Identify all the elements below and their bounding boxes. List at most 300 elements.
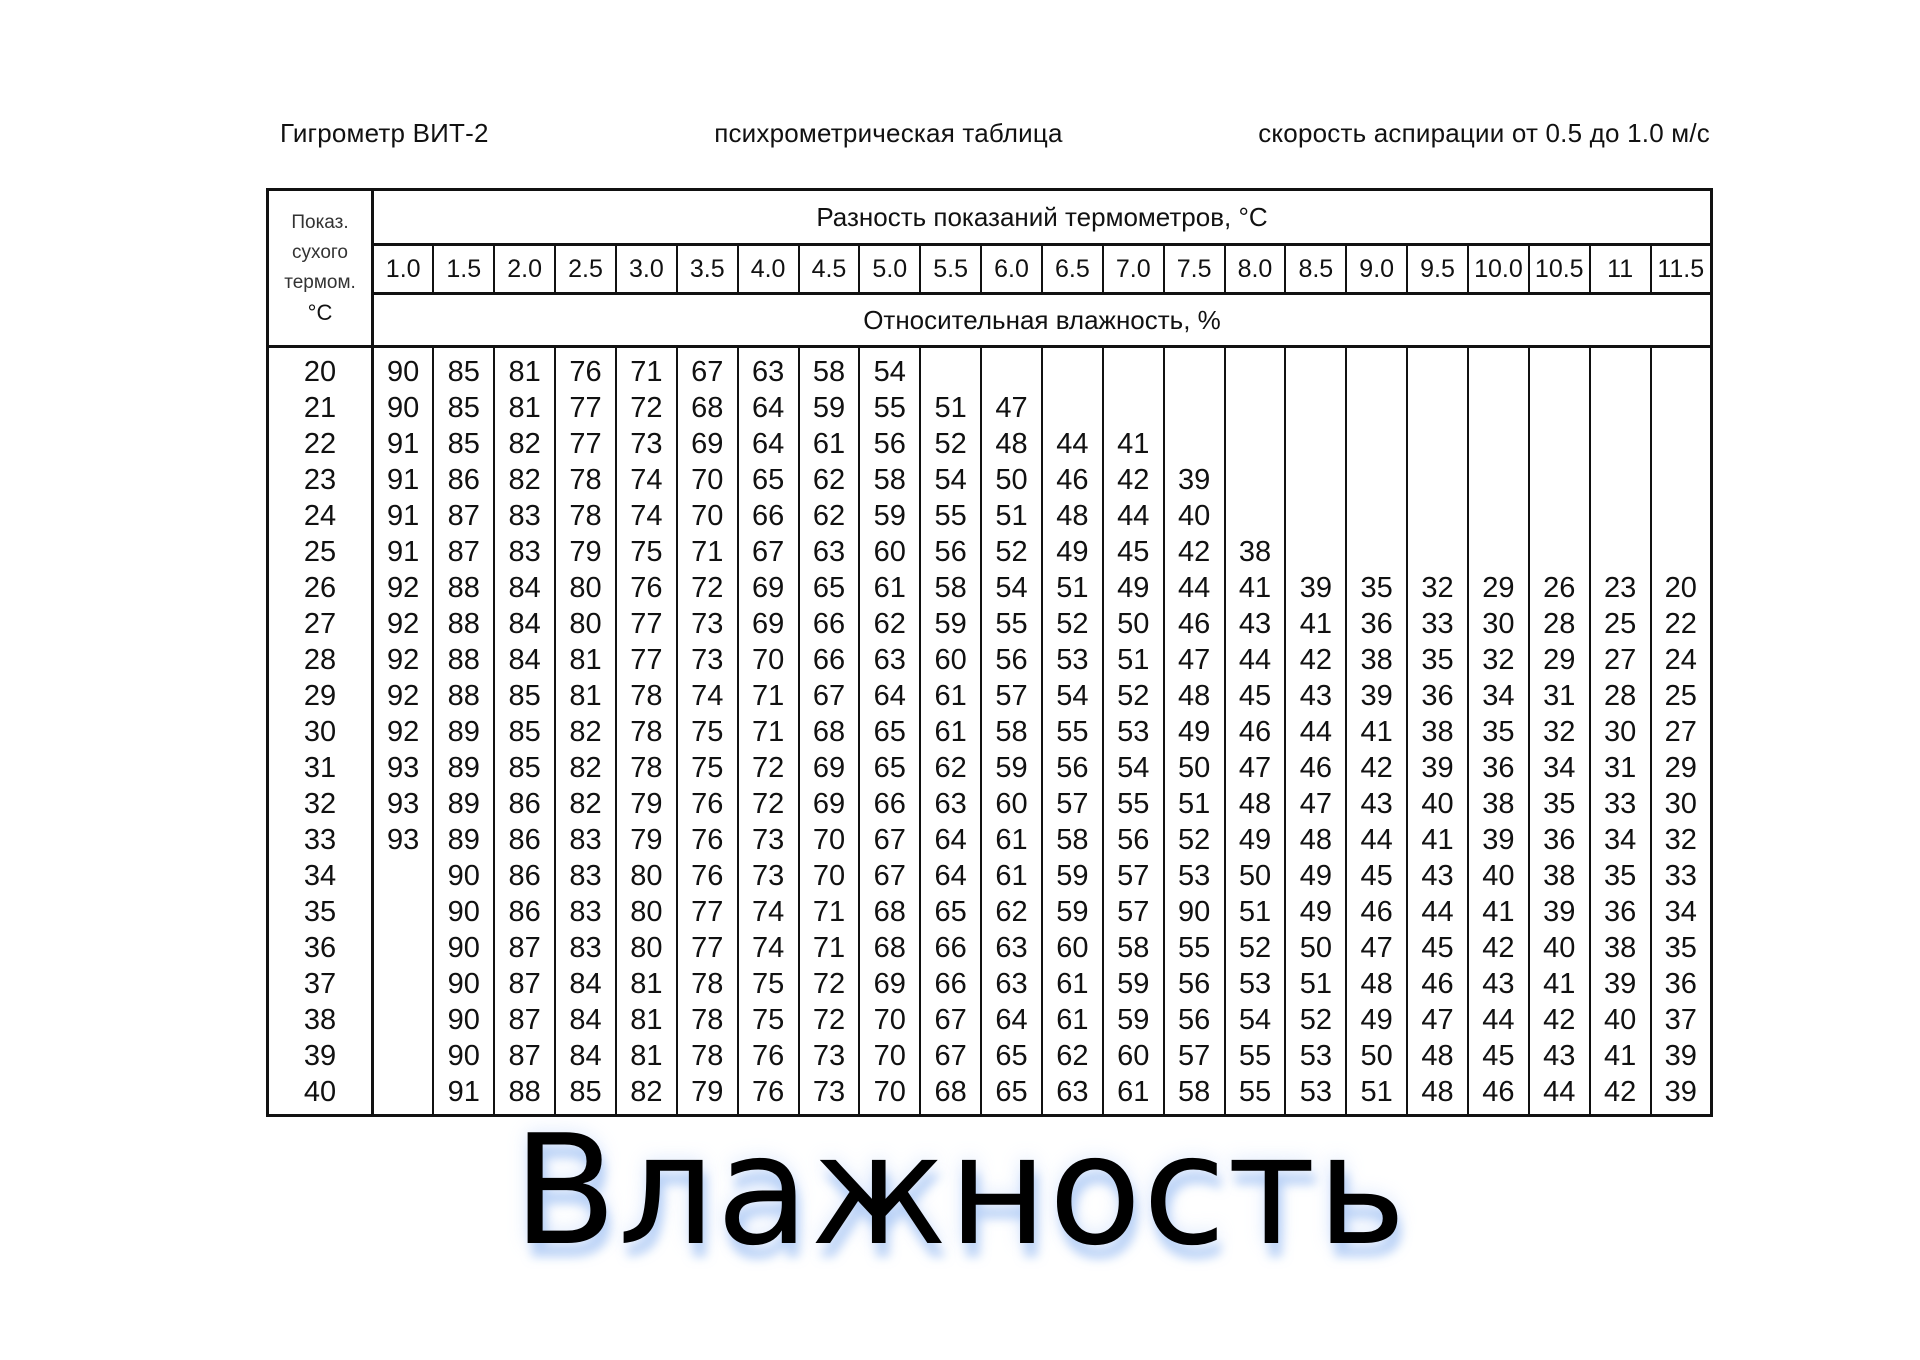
humidity-cell: 75 (677, 714, 738, 750)
humidity-cell (373, 1002, 434, 1038)
humidity-cell (373, 858, 434, 894)
humidity-cell: 38 (1529, 858, 1590, 894)
humidity-cell: 52 (1225, 930, 1286, 966)
humidity-cell: 90 (1164, 894, 1225, 930)
humidity-cell: 39 (1407, 750, 1468, 786)
humidity-cell: 61 (920, 714, 981, 750)
humidity-cell: 91 (373, 462, 434, 498)
humidity-cell: 49 (1285, 858, 1346, 894)
dry-temperature-cell: 34 (268, 858, 373, 894)
table-row (268, 347, 1712, 391)
humidity-cell: 54 (1225, 1002, 1286, 1038)
humidity-cell: 31 (1590, 750, 1651, 786)
humidity-cell: 34 (1468, 678, 1529, 714)
table-title: психрометрическая таблица (714, 118, 1063, 148)
humidity-cell: 68 (677, 390, 738, 426)
table-row (268, 750, 1712, 786)
humidity-cell: 44 (1346, 822, 1407, 858)
humidity-cell (1529, 498, 1590, 534)
humidity-cell: 41 (1225, 570, 1286, 606)
humidity-cell: 76 (677, 822, 738, 858)
humidity-cell: 47 (1164, 642, 1225, 678)
humidity-cell: 91 (373, 426, 434, 462)
humidity-cell: 71 (738, 714, 799, 750)
humidity-cell: 86 (494, 786, 555, 822)
humidity-cell (1407, 347, 1468, 391)
humidity-cell (1407, 534, 1468, 570)
table-row (268, 930, 1712, 966)
humidity-cell: 51 (1042, 570, 1103, 606)
humidity-cell: 75 (677, 750, 738, 786)
humidity-cell: 50 (1346, 1038, 1407, 1074)
humidity-cell: 34 (1651, 894, 1712, 930)
humidity-cell: 51 (1225, 894, 1286, 930)
difference-values-row (268, 245, 1712, 294)
humidity-cell: 88 (433, 678, 494, 714)
humidity-cell: 41 (1590, 1038, 1651, 1074)
humidity-cell: 41 (1529, 966, 1590, 1002)
humidity-cell: 90 (433, 930, 494, 966)
humidity-cell: 30 (1651, 786, 1712, 822)
humidity-cell: 78 (555, 498, 616, 534)
corner-line: термом. (284, 272, 356, 293)
table-row (268, 462, 1712, 498)
humidity-cell: 43 (1407, 858, 1468, 894)
humidity-cell: 51 (1346, 1074, 1407, 1116)
humidity-cell: 56 (920, 534, 981, 570)
corner-unit: °С (307, 300, 333, 325)
table-body (268, 347, 1712, 1116)
humidity-cell: 83 (555, 930, 616, 966)
humidity-cell: 92 (373, 606, 434, 642)
humidity-cell (1651, 390, 1712, 426)
humidity-cell: 55 (859, 390, 920, 426)
humidity-cell: 46 (1346, 894, 1407, 930)
humidity-cell: 83 (494, 498, 555, 534)
humidity-cell: 43 (1225, 606, 1286, 642)
humidity-cell: 41 (1103, 426, 1164, 462)
humidity-cell: 38 (1590, 930, 1651, 966)
humidity-cell: 48 (1225, 786, 1286, 822)
table-row (268, 966, 1712, 1002)
difference-value: 8.0 (1225, 245, 1286, 294)
humidity-cell: 48 (981, 426, 1042, 462)
humidity-cell: 90 (433, 1038, 494, 1074)
humidity-cell (1468, 498, 1529, 534)
humidity-cell: 67 (920, 1038, 981, 1074)
humidity-cell: 80 (616, 858, 677, 894)
humidity-cell: 53 (1225, 966, 1286, 1002)
humidity-cell: 43 (1529, 1038, 1590, 1074)
table-header-line (280, 118, 1710, 149)
humidity-cell: 39 (1529, 894, 1590, 930)
humidity-cell: 87 (494, 930, 555, 966)
humidity-cell: 58 (799, 347, 860, 391)
humidity-cell: 71 (799, 894, 860, 930)
humidity-cell: 31 (1529, 678, 1590, 714)
humidity-cell: 62 (1042, 1038, 1103, 1074)
humidity-cell (1407, 462, 1468, 498)
humidity-cell: 56 (1164, 966, 1225, 1002)
humidity-cell (1590, 426, 1651, 462)
humidity-cell: 45 (1225, 678, 1286, 714)
humidity-cell: 70 (677, 462, 738, 498)
humidity-cell: 55 (1164, 930, 1225, 966)
humidity-cell (1346, 462, 1407, 498)
humidity-cell: 71 (616, 347, 677, 391)
humidity-cell: 76 (555, 347, 616, 391)
humidity-cell: 43 (1285, 678, 1346, 714)
humidity-cell: 78 (616, 750, 677, 786)
humidity-cell: 58 (1164, 1074, 1225, 1116)
humidity-cell (1529, 534, 1590, 570)
humidity-cell: 42 (1529, 1002, 1590, 1038)
humidity-cell: 70 (799, 822, 860, 858)
humidity-cell (1346, 498, 1407, 534)
humidity-cell: 52 (920, 426, 981, 462)
humidity-cell: 36 (1529, 822, 1590, 858)
humidity-cell: 68 (859, 894, 920, 930)
humidity-cell: 48 (1346, 966, 1407, 1002)
humidity-cell: 38 (1346, 642, 1407, 678)
humidity-cell: 39 (1590, 966, 1651, 1002)
dry-temperature-cell: 21 (268, 390, 373, 426)
humidity-cell: 85 (433, 347, 494, 391)
humidity-cell: 49 (1164, 714, 1225, 750)
humidity-cell (1285, 426, 1346, 462)
humidity-cell: 35 (1529, 786, 1590, 822)
humidity-cell: 84 (494, 606, 555, 642)
humidity-cell: 81 (494, 347, 555, 391)
humidity-cell: 55 (1042, 714, 1103, 750)
humidity-cell: 36 (1651, 966, 1712, 1002)
table-row (268, 534, 1712, 570)
humidity-cell: 83 (555, 822, 616, 858)
humidity-cell: 93 (373, 750, 434, 786)
humidity-cell: 39 (1285, 570, 1346, 606)
table-row (268, 1038, 1712, 1074)
humidity-cell: 27 (1651, 714, 1712, 750)
humidity-cell: 39 (1468, 822, 1529, 858)
humidity-cell: 42 (1285, 642, 1346, 678)
humidity-cell: 81 (616, 1002, 677, 1038)
humidity-cell: 88 (433, 570, 494, 606)
humidity-cell (981, 347, 1042, 391)
humidity-cell: 59 (1103, 966, 1164, 1002)
humidity-cell: 80 (616, 894, 677, 930)
table-row (268, 570, 1712, 606)
humidity-cell: 69 (677, 426, 738, 462)
humidity-cell: 44 (1103, 498, 1164, 534)
humidity-cell (1225, 498, 1286, 534)
dry-temperature-cell: 22 (268, 426, 373, 462)
humidity-cell: 56 (1103, 822, 1164, 858)
humidity-cell: 56 (1164, 1002, 1225, 1038)
humidity-cell: 87 (494, 966, 555, 1002)
humidity-cell: 81 (616, 1038, 677, 1074)
difference-value: 1.0 (373, 245, 434, 294)
humidity-cell: 85 (494, 714, 555, 750)
humidity-cell: 48 (1407, 1074, 1468, 1116)
humidity-cell: 75 (738, 966, 799, 1002)
humidity-cell: 90 (433, 1002, 494, 1038)
humidity-cell: 64 (859, 678, 920, 714)
humidity-cell: 36 (1590, 894, 1651, 930)
humidity-cell: 62 (799, 498, 860, 534)
humidity-cell: 50 (1225, 858, 1286, 894)
humidity-cell: 88 (433, 606, 494, 642)
humidity-cell: 61 (920, 678, 981, 714)
table-row (268, 390, 1712, 426)
dry-temperature-cell: 28 (268, 642, 373, 678)
humidity-cell: 47 (1407, 1002, 1468, 1038)
humidity-cell: 64 (920, 858, 981, 894)
humidity-cell: 40 (1407, 786, 1468, 822)
dry-temperature-cell: 39 (268, 1038, 373, 1074)
humidity-cell (1590, 390, 1651, 426)
humidity-cell: 73 (738, 822, 799, 858)
humidity-cell: 76 (738, 1038, 799, 1074)
humidity-cell: 70 (859, 1074, 920, 1116)
humidity-cell: 92 (373, 570, 434, 606)
humidity-cell: 48 (1407, 1038, 1468, 1074)
humidity-cell: 76 (677, 858, 738, 894)
humidity-cell: 40 (1468, 858, 1529, 894)
humidity-cell: 70 (677, 498, 738, 534)
humidity-cell: 57 (1103, 858, 1164, 894)
humidity-cell (1407, 498, 1468, 534)
humidity-cell: 57 (981, 678, 1042, 714)
humidity-cell: 45 (1407, 930, 1468, 966)
humidity-cell: 69 (799, 750, 860, 786)
humidity-cell: 35 (1407, 642, 1468, 678)
humidity-cell: 61 (859, 570, 920, 606)
difference-value: 4.5 (799, 245, 860, 294)
humidity-cell (1042, 390, 1103, 426)
humidity-cell: 67 (799, 678, 860, 714)
humidity-cell: 54 (981, 570, 1042, 606)
humidity-cell: 63 (981, 966, 1042, 1002)
hygrometer-title: Гигрометр ВИТ-2 (280, 118, 489, 148)
humidity-cell: 72 (616, 390, 677, 426)
humidity-cell: 55 (1225, 1074, 1286, 1116)
humidity-cell: 77 (616, 606, 677, 642)
humidity-cell: 79 (616, 822, 677, 858)
table-row (268, 714, 1712, 750)
humidity-cell: 60 (1042, 930, 1103, 966)
humidity-cell: 40 (1164, 498, 1225, 534)
humidity-cell: 86 (494, 894, 555, 930)
humidity-cell: 44 (1407, 894, 1468, 930)
humidity-cell: 49 (1346, 1002, 1407, 1038)
humidity-cell: 88 (494, 1074, 555, 1116)
humidity-cell: 67 (920, 1002, 981, 1038)
humidity-cell (1103, 390, 1164, 426)
humidity-cell: 25 (1590, 606, 1651, 642)
humidity-cell: 45 (1103, 534, 1164, 570)
humidity-cell (1164, 347, 1225, 391)
humidity-cell: 44 (1285, 714, 1346, 750)
difference-value: 5.0 (859, 245, 920, 294)
humidity-cell: 78 (677, 1002, 738, 1038)
humidity-cell: 64 (738, 426, 799, 462)
humidity-cell: 90 (373, 347, 434, 391)
humidity-cell: 85 (494, 678, 555, 714)
humidity-cell: 66 (799, 642, 860, 678)
humidity-cell: 54 (920, 462, 981, 498)
humidity-cell (1103, 347, 1164, 391)
humidity-cell: 61 (981, 858, 1042, 894)
humidity-cell (1346, 347, 1407, 391)
humidity-cell (1346, 390, 1407, 426)
humidity-cell (373, 966, 434, 1002)
humidity-cell: 91 (373, 498, 434, 534)
humidity-cell: 53 (1285, 1074, 1346, 1116)
humidity-cell: 60 (981, 786, 1042, 822)
humidity-cell: 30 (1590, 714, 1651, 750)
humidity-cell: 38 (1407, 714, 1468, 750)
humidity-cell: 39 (1651, 1038, 1712, 1074)
humidity-cell: 65 (920, 894, 981, 930)
humidity-cell (1285, 498, 1346, 534)
humidity-cell: 82 (494, 426, 555, 462)
humidity-cell: 49 (1225, 822, 1286, 858)
humidity-cell: 61 (1042, 1002, 1103, 1038)
dry-temperature-cell: 24 (268, 498, 373, 534)
humidity-cell: 71 (677, 534, 738, 570)
humidity-cell: 90 (433, 966, 494, 1002)
table-row (268, 678, 1712, 714)
table-row (268, 1002, 1712, 1038)
dry-temperature-cell: 26 (268, 570, 373, 606)
difference-value: 3.5 (677, 245, 738, 294)
humidity-cell: 71 (738, 678, 799, 714)
humidity-cell: 58 (1042, 822, 1103, 858)
humidity-cell: 30 (1468, 606, 1529, 642)
humidity-cell: 75 (738, 1002, 799, 1038)
humidity-cell: 67 (859, 858, 920, 894)
humidity-cell: 78 (616, 678, 677, 714)
humidity-cell (1285, 390, 1346, 426)
difference-value: 9.5 (1407, 245, 1468, 294)
humidity-cell: 34 (1590, 822, 1651, 858)
humidity-cell: 55 (981, 606, 1042, 642)
humidity-cell: 53 (1042, 642, 1103, 678)
humidity-cell (1285, 462, 1346, 498)
humidity-cell: 40 (1529, 930, 1590, 966)
humidity-cell: 85 (555, 1074, 616, 1116)
humidity-cell: 49 (1042, 534, 1103, 570)
humidity-cell: 86 (433, 462, 494, 498)
difference-value: 6.0 (981, 245, 1042, 294)
humidity-cell: 82 (555, 714, 616, 750)
humidity-cell: 44 (1164, 570, 1225, 606)
humidity-cell: 63 (1042, 1074, 1103, 1116)
humidity-cell: 78 (616, 714, 677, 750)
humidity-cell: 46 (1407, 966, 1468, 1002)
humidity-cell: 63 (738, 347, 799, 391)
humidity-cell: 82 (616, 1074, 677, 1116)
dry-temperature-cell: 20 (268, 347, 373, 391)
humidity-cell: 57 (1042, 786, 1103, 822)
dry-temperature-cell: 38 (268, 1002, 373, 1038)
humidity-cell: 64 (920, 822, 981, 858)
difference-value: 8.5 (1285, 245, 1346, 294)
humidity-cell: 92 (373, 642, 434, 678)
humidity-cell: 79 (677, 1074, 738, 1116)
humidity-cell: 33 (1407, 606, 1468, 642)
humidity-cell: 42 (1346, 750, 1407, 786)
humidity-cell (373, 1038, 434, 1074)
humidity-cell: 46 (1225, 714, 1286, 750)
humidity-cell: 39 (1346, 678, 1407, 714)
humidity-cell (1529, 462, 1590, 498)
humidity-cell: 58 (859, 462, 920, 498)
humidity-cell: 37 (1651, 1002, 1712, 1038)
humidity-cell: 62 (920, 750, 981, 786)
humidity-cell: 52 (981, 534, 1042, 570)
humidity-cell: 29 (1468, 570, 1529, 606)
humidity-cell: 76 (616, 570, 677, 606)
humidity-cell: 63 (859, 642, 920, 678)
table-row (268, 426, 1712, 462)
humidity-cell: 72 (677, 570, 738, 606)
humidity-cell (1529, 426, 1590, 462)
humidity-cell: 48 (1042, 498, 1103, 534)
humidity-cell (1651, 426, 1712, 462)
corner-line: сухого (292, 242, 348, 263)
humidity-cell (1407, 390, 1468, 426)
dry-temperature-cell: 31 (268, 750, 373, 786)
humidity-cell: 67 (677, 347, 738, 391)
humidity-cell: 69 (799, 786, 860, 822)
humidity-cell: 67 (859, 822, 920, 858)
humidity-cell (1225, 426, 1286, 462)
humidity-cell: 55 (920, 498, 981, 534)
humidity-cell: 83 (555, 858, 616, 894)
difference-value: 5.5 (920, 245, 981, 294)
humidity-cell: 35 (1590, 858, 1651, 894)
humidity-cell: 44 (1225, 642, 1286, 678)
humidity-cell: 42 (1103, 462, 1164, 498)
humidity-cell: 47 (981, 390, 1042, 426)
difference-value: 10.0 (1468, 245, 1529, 294)
humidity-cell: 73 (677, 606, 738, 642)
humidity-cell: 48 (1285, 822, 1346, 858)
humidity-cell: 82 (494, 462, 555, 498)
humidity-cell (1225, 462, 1286, 498)
humidity-cell: 70 (859, 1038, 920, 1074)
humidity-cell: 85 (494, 750, 555, 786)
table-row (268, 606, 1712, 642)
humidity-cell: 39 (1651, 1074, 1712, 1116)
humidity-cell: 84 (555, 966, 616, 1002)
humidity-cell: 83 (494, 534, 555, 570)
humidity-cell: 78 (555, 462, 616, 498)
humidity-cell: 72 (799, 966, 860, 1002)
humidity-cell: 72 (799, 1002, 860, 1038)
humidity-cell: 54 (1103, 750, 1164, 786)
humidity-cell: 58 (981, 714, 1042, 750)
humidity-cell: 89 (433, 822, 494, 858)
table-row (268, 894, 1712, 930)
difference-value: 11 (1590, 245, 1651, 294)
humidity-cell: 36 (1346, 606, 1407, 642)
humidity-cell: 62 (799, 462, 860, 498)
humidity-cell: 28 (1590, 678, 1651, 714)
humidity-cell (1042, 347, 1103, 391)
humidity-cell: 92 (373, 714, 434, 750)
